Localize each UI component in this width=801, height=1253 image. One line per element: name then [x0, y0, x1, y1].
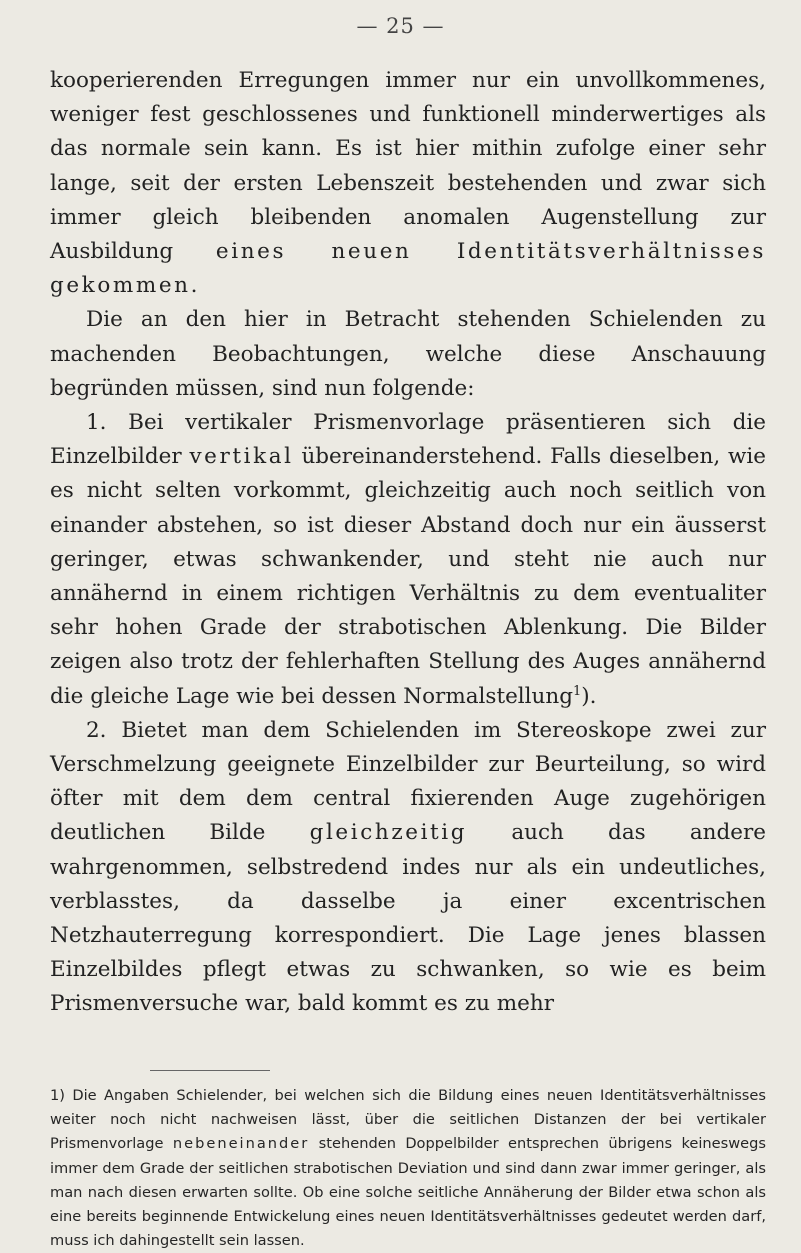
- page-number: — 25 —: [356, 14, 445, 38]
- paragraph-3-start: 1. Bei vertikaler Prismenvorlage präsentieren sich die Einzelbilder: [50, 410, 766, 470]
- footnote-divider: [150, 1070, 270, 1071]
- paragraph-1: [50, 64, 766, 303]
- paragraph-1-text: kooperierenden Erregungen immer nur ein unvollkommenes, weniger fest geschlossenes und funktionell minderwertiges als das normale sein kann. Es ist hier mithin zufolge einer sehr lange, seit der ersten Lebenszeit bestehenden und zwar sich immer gleich bleibenden anomalen Augenstellung zur Ausbildung: [50, 68, 766, 265]
- footnote-reference[interactable]: 1: [573, 683, 582, 699]
- footnote: [50, 1084, 766, 1253]
- paragraph-3-end: ).: [581, 683, 597, 709]
- paragraph-4: [50, 714, 766, 1022]
- paragraph-1-emphasis: eines neuen Identitätsverhältnisses gekommen.: [50, 239, 766, 299]
- paragraph-4-start: 2. Bietet man dem Schielenden im Stereoskope zwei zur Verschmelzung geeignete Einzelbilder zur Beurteilung, so wird öfter mit dem dem central fixierenden Auge zugehörigen deutlichen Bilde: [50, 717, 766, 846]
- body-text: [50, 64, 766, 1022]
- footnote-emphasis: nebeneinander: [172, 1135, 310, 1153]
- paragraph-4-emphasis: gleichzeitig: [309, 820, 468, 846]
- paragraph-4-rest: auch das andere wahrgenommen, selbstredend indes nur als ein undeutliches, verblasstes, da dasselbe ja einer excentrischen Netzhauterregung korrespondiert. Die Lage jenes blassen Einzelbildes pflegt etwas zu schwanken, so wie es beim Prismenversuche war, bald kommt es zu mehr: [50, 820, 766, 1017]
- paragraph-2: Die an den hier in Betracht stehenden Schielenden zu machenden Beobachtungen, welche diese Anschauung begründen müssen, sind nun folgende:: [50, 307, 766, 401]
- footnote-marker: 1): [50, 1087, 65, 1104]
- footnote-start: Die Angaben Schielender, bei welchen sich die Bildung eines neuen Identitätsverhältnisses weiter noch nicht nachweisen lässt, über die seitlichen Distanzen der bei vertikaler Prismenvorlage: [50, 1087, 766, 1153]
- footnote-rest: stehenden Doppelbilder entsprechen übrigens keineswegs immer dem Grade der seitlichen strabotischen Deviation und sind dann zwar immer geringer, als man nach diesen erwarten sollte. Ob eine solche seitliche Annäherung der Bilder etwa schon als eine bereits beginnende Entwickelung eines neuen Identitätsverhältnisses gedeutet werden darf, muss ich dahingestellt sein lassen.: [50, 1135, 767, 1250]
- paragraph-3: [50, 406, 766, 714]
- paragraph-3-emphasis: vertikal: [189, 444, 294, 470]
- paragraph-3-rest: übereinanderstehend. Falls dieselben, wie es nicht selten vorkommt, gleichzeitig auch noch seitlich von einander abstehen, so ist dieser Abstand doch nur ein äusserst geringer, etwas schwankender, und steht nie auch nur annähernd in einem richtigen Verhältnis zu dem eventualiter sehr hohen Grade der strabotischen Ablenkung. Die Bilder zeigen also trotz der fehlerhaften Stellung des Auges annähernd die gleiche Lage wie bei dessen Normalstellung: [50, 444, 766, 709]
